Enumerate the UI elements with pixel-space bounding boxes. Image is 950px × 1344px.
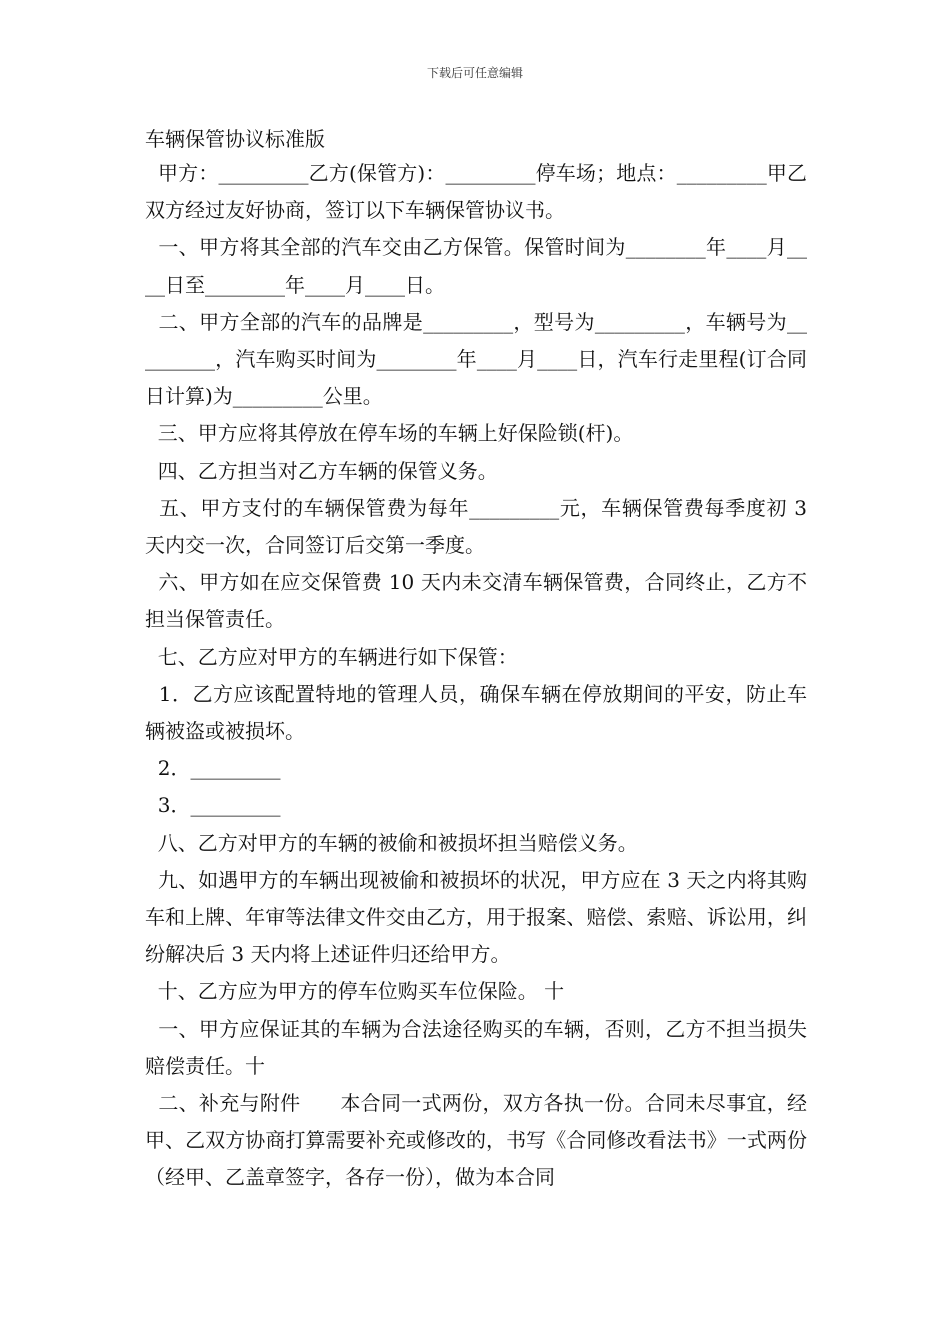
paragraph-clause-6: 六、甲方如在应交保管费 10 天内未交清车辆保管费，合同终止，乙方不担当保管责任。 xyxy=(145,570,807,632)
paragraph-clause-7-item-2: 2．_________ xyxy=(145,756,281,781)
document-body xyxy=(145,155,814,1197)
paragraph-clause-7-item-3: 3．_________ xyxy=(145,793,281,818)
paragraph-clause-11: 一、甲方应保证其的车辆为合法途径购买的车辆，否则，乙方不担当损失赔偿责任。十 xyxy=(145,1016,807,1078)
paragraph-clause-8: 八、乙方对甲方的车辆的被偷和被损坏担当赔偿义务。 xyxy=(145,830,638,855)
paragraph-clause-3: 三、甲方应将其停放在停车场的车辆上好保险锁(杆)。 xyxy=(145,421,634,446)
paragraph-clause-2: 二、甲方全部的汽车的品牌是_________，型号为_________，车辆号为_________，汽车购买时间为________年____月____日，汽车行走里程(订合同日计算)为_________公里。 xyxy=(145,309,808,409)
page-header: 下载后可任意编辑 xyxy=(426,66,523,80)
document-title: 车辆保管协议标准版 xyxy=(145,127,325,151)
paragraph-clause-7: 七、乙方应对甲方的车辆进行如下保管： xyxy=(145,644,518,669)
paragraph-clause-4: 四、乙方担当对乙方车辆的保管义务。 xyxy=(145,458,498,483)
paragraph-clause-1: 一、甲方将其全部的汽车交由乙方保管。保管时间为________年____月____日至________年____月____日。 xyxy=(145,235,808,297)
paragraph-clause-5: 五、甲方支付的车辆保管费为每年_________元，车辆保管费每季度初 3 天内交一次，合同签订后交第一季度。 xyxy=(145,495,814,558)
paragraph-clause-9: 九、如遇甲方的车辆出现被偷和被损坏的状况，甲方应在 3 天之内将其购车和上牌、年审等法律文件交由乙方，用于报案、赔偿、索赔、诉讼用，纠纷解决后 3 天内将上述证件归还给甲方。 xyxy=(145,867,807,967)
paragraph-parties: 甲方：_________乙方(保管方)：_________停车场；地点：_________甲乙双方经过友好协商，签订以下车辆保管协议书。 xyxy=(145,161,808,223)
paragraph-clause-7-item-1: 1．乙方应该配置特地的管理人员，确保车辆在停放期间的平安，防止车辆被盗或被损坏。 xyxy=(145,681,807,744)
paragraph-clause-12: 二、补充与附件 本合同一式两份，双方各执一份。合同未尽事宜，经甲、乙双方协商打算需要补充或修改的，书写《合同修改看法书》一式两份（经甲、乙盖章签字，各存一份），做为本合同 xyxy=(145,1091,807,1190)
paragraph-clause-10: 十、乙方应为甲方的停车位购买车位保险。 十 xyxy=(145,979,565,1004)
